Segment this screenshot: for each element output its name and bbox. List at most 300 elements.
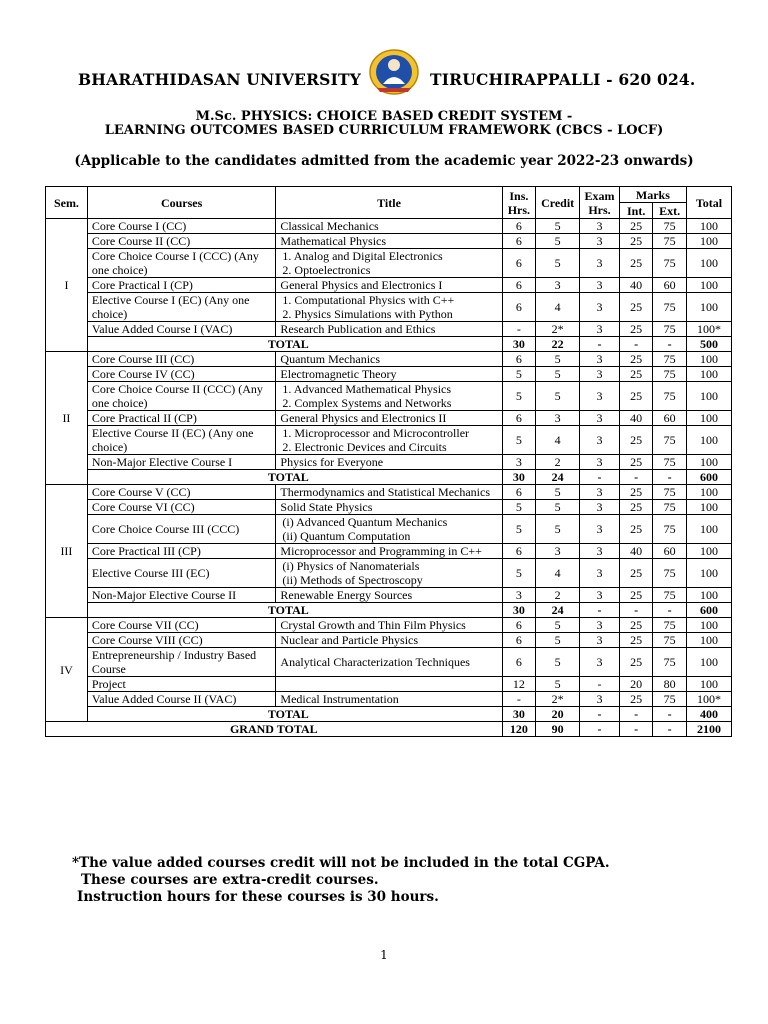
course-cell: Core Course IV (CC)	[87, 367, 276, 382]
page-number: 1	[380, 948, 388, 962]
table-row	[46, 455, 732, 470]
cell-int: 20	[619, 677, 653, 692]
cell-ins: 6	[502, 411, 536, 426]
cell-int: 25	[619, 382, 653, 411]
cell-credit: 5	[536, 367, 580, 382]
total-label: TOTAL	[87, 707, 502, 722]
table-row	[46, 515, 732, 544]
semester-label: I	[46, 219, 88, 352]
cell-credit: 5	[536, 618, 580, 633]
title-line: Thermodynamics and Statistical Mechanics	[280, 485, 491, 499]
cell-credit: 4	[536, 426, 580, 455]
total-int: -	[619, 603, 653, 618]
cell-credit: 5	[536, 249, 580, 278]
table-row	[46, 677, 732, 692]
title-line: 2. Electronic Devices and Circuits	[282, 440, 447, 454]
grand-total-ins: 120	[502, 722, 536, 737]
cell-ext: 75	[653, 293, 687, 322]
cell-exam: 3	[580, 455, 620, 470]
total-credit: 24	[536, 603, 580, 618]
semester-total-row	[46, 337, 732, 352]
grand-total-int: -	[619, 722, 653, 737]
semester-total-row	[46, 707, 732, 722]
course-cell: Entrepreneurship / Industry Based Course	[87, 648, 276, 677]
total-int: -	[619, 707, 653, 722]
cell-ins: -	[502, 692, 536, 707]
cell-total: 100	[686, 219, 731, 234]
cell-int: 25	[619, 500, 653, 515]
col-int: Int.	[619, 203, 653, 219]
cell-total: 100	[686, 618, 731, 633]
title-cell	[276, 648, 502, 677]
total-ins: 30	[502, 337, 536, 352]
cell-exam: 3	[580, 367, 620, 382]
cell-exam: 3	[580, 352, 620, 367]
table-row	[46, 219, 732, 234]
total-label: TOTAL	[87, 603, 502, 618]
cell-exam: 3	[580, 485, 620, 500]
total-total: 600	[686, 470, 731, 485]
title-cell	[276, 352, 502, 367]
title-cell	[276, 322, 502, 337]
course-cell: Core Choice Course III (CCC)	[87, 515, 276, 544]
cell-exam: 3	[580, 293, 620, 322]
table-row	[46, 382, 732, 411]
title-line: General Physics and Electronics II	[280, 411, 447, 425]
cell-total: 100	[686, 382, 731, 411]
total-ext: -	[653, 470, 687, 485]
table-row	[46, 692, 732, 707]
cell-ins: 3	[502, 455, 536, 470]
table-row	[46, 648, 732, 677]
cell-exam: 3	[580, 382, 620, 411]
cell-total: 100	[686, 648, 731, 677]
cell-ins: 6	[502, 352, 536, 367]
table-row	[46, 559, 732, 588]
footnote-line: These courses are extra-credit courses.	[81, 872, 379, 888]
total-ins: 30	[502, 470, 536, 485]
cell-credit: 5	[536, 500, 580, 515]
course-cell: Value Added Course II (VAC)	[87, 692, 276, 707]
course-cell: Core Course V (CC)	[87, 485, 276, 500]
total-int: -	[619, 470, 653, 485]
cell-credit: 4	[536, 559, 580, 588]
cell-credit: 3	[536, 544, 580, 559]
grand-total-total: 2100	[686, 722, 731, 737]
cell-ins: -	[502, 322, 536, 337]
cell-ext: 75	[653, 559, 687, 588]
title-line: Microprocessor and Programming in C++	[280, 544, 482, 558]
total-ins: 30	[502, 603, 536, 618]
total-label: TOTAL	[87, 337, 502, 352]
cell-int: 25	[619, 559, 653, 588]
cell-total: 100	[686, 633, 731, 648]
title-cell	[276, 677, 502, 692]
course-cell: Non-Major Elective Course II	[87, 588, 276, 603]
title-line: Crystal Growth and Thin Film Physics	[280, 618, 466, 632]
title-cell	[276, 618, 502, 633]
footnote-line: *The value added courses credit will not be included in the total CGPA.	[72, 855, 610, 871]
col-exam-hrs: Exam Hrs.	[580, 187, 620, 219]
cell-total: 100	[686, 455, 731, 470]
cell-exam: 3	[580, 515, 620, 544]
cell-credit: 5	[536, 382, 580, 411]
cell-total: 100	[686, 367, 731, 382]
title-cell	[276, 500, 502, 515]
total-credit: 20	[536, 707, 580, 722]
grand-total-credit: 90	[536, 722, 580, 737]
title-line: Renewable Energy Sources	[280, 588, 413, 602]
cell-exam: 3	[580, 278, 620, 293]
title-line: 1. Computational Physics with C++	[282, 293, 455, 307]
cell-int: 25	[619, 352, 653, 367]
course-cell: Core Choice Course II (CCC) (Any one choice)	[87, 382, 276, 411]
cell-total: 100	[686, 500, 731, 515]
cell-total: 100	[686, 293, 731, 322]
table-row	[46, 367, 732, 382]
title-line: General Physics and Electronics I	[280, 278, 443, 292]
cell-total: 100	[686, 352, 731, 367]
cell-exam: 3	[580, 559, 620, 588]
cell-exam: 3	[580, 426, 620, 455]
col-ins-hrs: Ins. Hrs.	[502, 187, 536, 219]
col-sem: Sem.	[46, 187, 88, 219]
title-cell	[276, 411, 502, 426]
total-exam: -	[580, 470, 620, 485]
title-line: 2. Optoelectronics	[282, 263, 371, 277]
cell-exam: -	[580, 677, 620, 692]
title-line: (i) Physics of Nanomaterials	[282, 559, 420, 573]
cell-total: 100	[686, 411, 731, 426]
cell-credit: 3	[536, 278, 580, 293]
cell-ins: 6	[502, 234, 536, 249]
title-cell	[276, 278, 502, 293]
cell-total: 100	[686, 588, 731, 603]
cell-ins: 6	[502, 485, 536, 500]
total-ext: -	[653, 707, 687, 722]
title-cell	[276, 485, 502, 500]
semester-label: III	[46, 485, 88, 618]
col-marks: Marks	[619, 187, 686, 203]
cell-exam: 3	[580, 633, 620, 648]
cell-ext: 75	[653, 455, 687, 470]
course-cell: Core Course VII (CC)	[87, 618, 276, 633]
title-cell	[276, 515, 502, 544]
cell-total: 100	[686, 234, 731, 249]
cell-exam: 3	[580, 219, 620, 234]
total-credit: 22	[536, 337, 580, 352]
cell-total: 100	[686, 544, 731, 559]
cell-exam: 3	[580, 544, 620, 559]
cell-ins: 6	[502, 249, 536, 278]
cell-credit: 5	[536, 648, 580, 677]
title-line: Physics for Everyone	[280, 455, 384, 469]
cell-ext: 75	[653, 234, 687, 249]
cell-int: 25	[619, 515, 653, 544]
total-ins: 30	[502, 707, 536, 722]
cell-int: 25	[619, 426, 653, 455]
total-total: 400	[686, 707, 731, 722]
cell-ext: 75	[653, 515, 687, 544]
title-line: Solid State Physics	[280, 500, 373, 514]
cell-exam: 3	[580, 648, 620, 677]
title-line: 1. Microprocessor and Microcontroller	[282, 426, 470, 440]
applicability-note: (Applicable to the candidates admitted from the academic year 2022-23 onwards)	[74, 153, 694, 169]
table-row	[46, 352, 732, 367]
cell-credit: 2*	[536, 692, 580, 707]
cell-exam: 3	[580, 411, 620, 426]
university-logo	[368, 48, 420, 96]
table-row	[46, 485, 732, 500]
title-cell	[276, 426, 502, 455]
semester-total-row	[46, 470, 732, 485]
cell-int: 25	[619, 293, 653, 322]
title-cell	[276, 219, 502, 234]
title-line: (ii) Quantum Computation	[282, 529, 411, 543]
cell-ins: 12	[502, 677, 536, 692]
table-row	[46, 249, 732, 278]
cell-exam: 3	[580, 322, 620, 337]
university-location: TIRUCHIRAPPALLI - 620 024.	[430, 70, 696, 89]
cell-exam: 3	[580, 249, 620, 278]
cell-int: 25	[619, 588, 653, 603]
cell-ins: 6	[502, 293, 536, 322]
cell-int: 25	[619, 692, 653, 707]
cell-exam: 3	[580, 500, 620, 515]
cell-credit: 5	[536, 219, 580, 234]
course-cell: Core Course VIII (CC)	[87, 633, 276, 648]
total-label: TOTAL	[87, 470, 502, 485]
table-row	[46, 293, 732, 322]
cell-credit: 4	[536, 293, 580, 322]
table-row	[46, 411, 732, 426]
cell-ext: 75	[653, 648, 687, 677]
title-line: Medical Instrumentation	[280, 692, 399, 706]
cell-int: 40	[619, 544, 653, 559]
col-total: Total	[686, 187, 731, 219]
title-line: 2. Complex Systems and Networks	[282, 396, 452, 410]
cell-int: 25	[619, 455, 653, 470]
title-cell	[276, 544, 502, 559]
table-row	[46, 322, 732, 337]
cell-ext: 75	[653, 485, 687, 500]
grand-total-label: GRAND TOTAL	[46, 722, 503, 737]
course-cell: Non-Major Elective Course I	[87, 455, 276, 470]
col-courses: Courses	[87, 187, 276, 219]
col-title: Title	[276, 187, 502, 219]
table-row	[46, 278, 732, 293]
cell-ins: 5	[502, 559, 536, 588]
title-cell	[276, 559, 502, 588]
cell-int: 25	[619, 219, 653, 234]
cell-exam: 3	[580, 692, 620, 707]
cell-credit: 5	[536, 485, 580, 500]
cell-ins: 6	[502, 648, 536, 677]
cell-int: 40	[619, 278, 653, 293]
total-int: -	[619, 337, 653, 352]
course-cell: Core Course III (CC)	[87, 352, 276, 367]
title-line: 1. Analog and Digital Electronics	[282, 249, 443, 263]
cell-int: 25	[619, 367, 653, 382]
cell-int: 25	[619, 249, 653, 278]
cell-total: 100	[686, 559, 731, 588]
title-cell	[276, 633, 502, 648]
cell-ext: 75	[653, 426, 687, 455]
cell-ext: 75	[653, 352, 687, 367]
cell-ext: 75	[653, 382, 687, 411]
cell-credit: 5	[536, 234, 580, 249]
title-line: Classical Mechanics	[280, 219, 379, 233]
col-credit: Credit	[536, 187, 580, 219]
title-cell	[276, 692, 502, 707]
cell-int: 25	[619, 234, 653, 249]
cell-ext: 75	[653, 588, 687, 603]
footnotes	[72, 855, 610, 906]
title-cell	[276, 293, 502, 322]
cell-total: 100	[686, 249, 731, 278]
title-line: 1. Advanced Mathematical Physics	[282, 382, 452, 396]
total-total: 600	[686, 603, 731, 618]
title-line: Mathematical Physics	[280, 234, 387, 248]
title-cell	[276, 234, 502, 249]
col-ext: Ext.	[653, 203, 687, 219]
cell-total: 100	[686, 677, 731, 692]
cell-credit: 2	[536, 588, 580, 603]
cell-ext: 60	[653, 544, 687, 559]
title-cell	[276, 249, 502, 278]
cell-int: 25	[619, 618, 653, 633]
cell-credit: 5	[536, 633, 580, 648]
cell-ins: 5	[502, 515, 536, 544]
course-cell: Core Practical I (CP)	[87, 278, 276, 293]
table-row	[46, 234, 732, 249]
course-cell: Core Course II (CC)	[87, 234, 276, 249]
course-cell: Core Practical II (CP)	[87, 411, 276, 426]
total-ext: -	[653, 603, 687, 618]
cell-credit: 2*	[536, 322, 580, 337]
table-row	[46, 544, 732, 559]
cell-total: 100*	[686, 692, 731, 707]
grand-total-exam: -	[580, 722, 620, 737]
title-line: (ii) Methods of Spectroscopy	[282, 573, 423, 587]
title-line: Electromagnetic Theory	[280, 367, 397, 381]
cell-int: 25	[619, 648, 653, 677]
cell-ins: 6	[502, 633, 536, 648]
cell-total: 100	[686, 515, 731, 544]
course-cell: Elective Course I (EC) (Any one choice)	[87, 293, 276, 322]
cell-ext: 60	[653, 278, 687, 293]
course-cell: Core Course VI (CC)	[87, 500, 276, 515]
university-name: BHARATHIDASAN UNIVERSITY	[78, 70, 362, 89]
cell-total: 100	[686, 426, 731, 455]
table-row	[46, 500, 732, 515]
cell-ext: 75	[653, 322, 687, 337]
grand-total-ext: -	[653, 722, 687, 737]
cell-total: 100	[686, 278, 731, 293]
title-cell	[276, 588, 502, 603]
total-exam: -	[580, 337, 620, 352]
cell-int: 25	[619, 485, 653, 500]
cell-int: 25	[619, 633, 653, 648]
cell-ins: 5	[502, 500, 536, 515]
semester-label: II	[46, 352, 88, 485]
cell-credit: 2	[536, 455, 580, 470]
title-line-1: M.Sc. PHYSICS: CHOICE BASED CREDIT SYSTEM -	[195, 109, 573, 124]
title-line: 2. Physics Simulations with Python	[282, 307, 453, 321]
course-cell: Core Practical III (CP)	[87, 544, 276, 559]
total-ext: -	[653, 337, 687, 352]
title-cell	[276, 455, 502, 470]
table-row	[46, 618, 732, 633]
cell-exam: 3	[580, 588, 620, 603]
total-total: 500	[686, 337, 731, 352]
course-cell: Value Added Course I (VAC)	[87, 322, 276, 337]
table-row	[46, 426, 732, 455]
cell-ext: 75	[653, 500, 687, 515]
total-exam: -	[580, 707, 620, 722]
cell-ext: 75	[653, 219, 687, 234]
cell-credit: 3	[536, 411, 580, 426]
curriculum-table	[45, 186, 732, 737]
title-line: Quantum Mechanics	[280, 352, 381, 366]
cell-ext: 75	[653, 633, 687, 648]
cell-ext: 75	[653, 249, 687, 278]
footnote-line: Instruction hours for these courses is 30 hours.	[77, 889, 439, 905]
cell-credit: 5	[536, 677, 580, 692]
cell-ext: 75	[653, 692, 687, 707]
cell-exam: 3	[580, 234, 620, 249]
total-credit: 24	[536, 470, 580, 485]
cell-ins: 6	[502, 278, 536, 293]
cell-ext: 60	[653, 411, 687, 426]
title-line: Analytical Characterization Techniques	[280, 655, 470, 669]
course-cell: Elective Course II (EC) (Any one choice)	[87, 426, 276, 455]
title-cell	[276, 367, 502, 382]
cell-credit: 5	[536, 352, 580, 367]
cell-ins: 6	[502, 618, 536, 633]
cell-int: 40	[619, 411, 653, 426]
cell-exam: 3	[580, 618, 620, 633]
course-cell: Core Choice Course I (CCC) (Any one choice)	[87, 249, 276, 278]
title-line: Research Publication and Ethics	[280, 322, 436, 336]
table-row	[46, 588, 732, 603]
cell-ins: 6	[502, 544, 536, 559]
total-exam: -	[580, 603, 620, 618]
title-cell	[276, 382, 502, 411]
cell-ins: 5	[502, 382, 536, 411]
cell-total: 100	[686, 485, 731, 500]
semester-label: IV	[46, 618, 88, 722]
cell-ext: 80	[653, 677, 687, 692]
cell-total: 100*	[686, 322, 731, 337]
semester-total-row	[46, 603, 732, 618]
cell-ins: 3	[502, 588, 536, 603]
grand-total-row	[46, 722, 732, 737]
cell-ins: 6	[502, 219, 536, 234]
cell-credit: 5	[536, 515, 580, 544]
cell-ins: 5	[502, 426, 536, 455]
cell-int: 25	[619, 322, 653, 337]
cell-ext: 75	[653, 618, 687, 633]
title-line-2: LEARNING OUTCOMES BASED CURRICULUM FRAMEWORK (CBCS - LOCF)	[104, 123, 664, 138]
cell-ext: 75	[653, 367, 687, 382]
course-cell: Core Course I (CC)	[87, 219, 276, 234]
title-line: (i) Advanced Quantum Mechanics	[282, 515, 448, 529]
table-row	[46, 633, 732, 648]
course-cell: Project	[87, 677, 276, 692]
course-cell: Elective Course III (EC)	[87, 559, 276, 588]
title-line: Nuclear and Particle Physics	[280, 633, 419, 647]
